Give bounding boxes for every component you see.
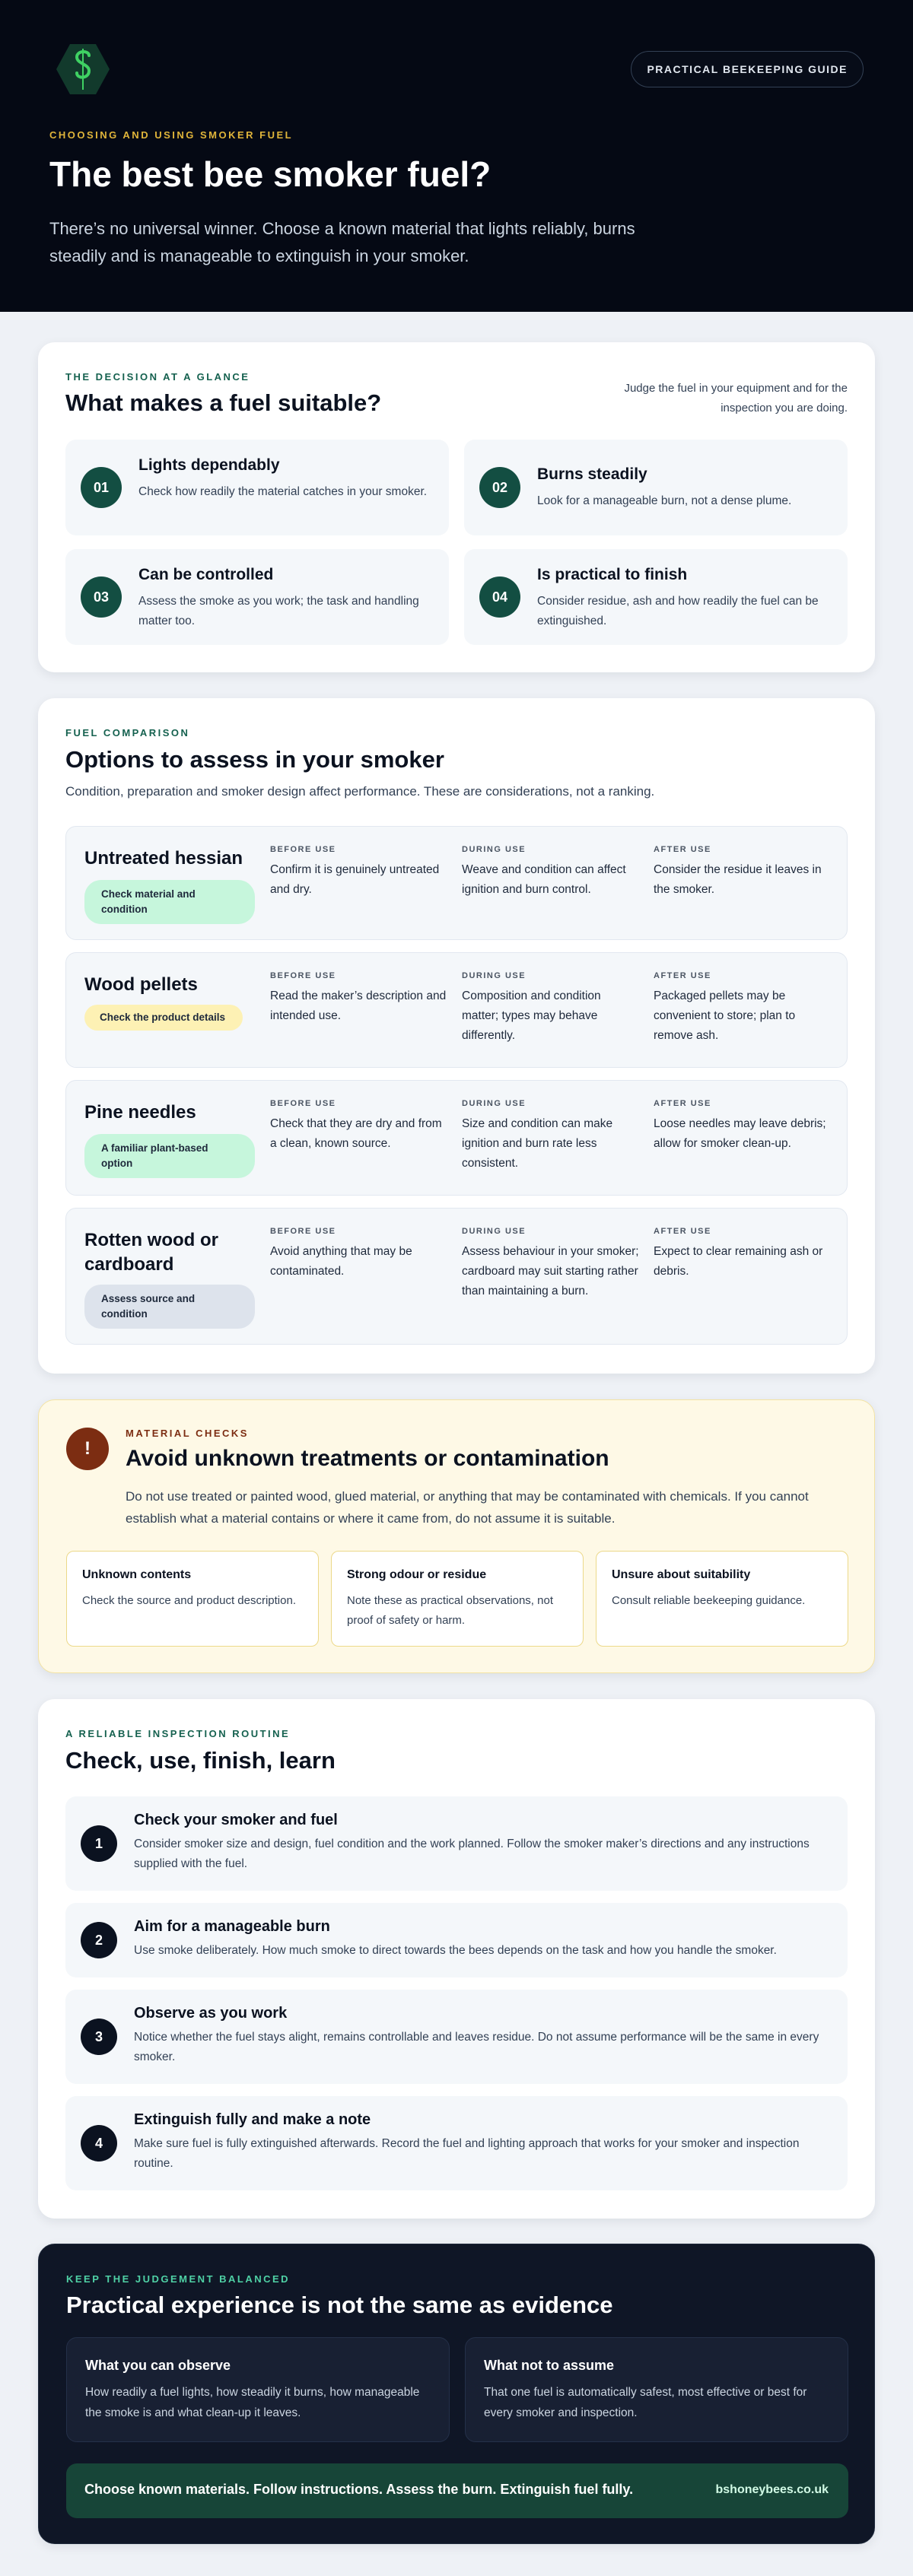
criterion-number: 04 [479, 577, 520, 618]
fuel-name: Untreated hessian [84, 848, 243, 869]
decision-side-note: Judge the fuel in your equipment and for the inspection you are doing. [624, 382, 848, 415]
criterion-title: Is practical to finish [537, 566, 688, 583]
balanced-judgement-section [38, 2244, 875, 2544]
site-link[interactable]: bshoneybees.co.uk [715, 2483, 829, 2496]
check-description: Note these as practical observations, not proof of safety or harm. [347, 1594, 553, 1627]
routine-eyebrow: A RELIABLE INSPECTION ROUTINE [65, 1728, 291, 1739]
criterion-title: Lights dependably [138, 456, 280, 474]
column-label: AFTER USE [654, 971, 711, 980]
column-label: BEFORE USE [270, 1227, 336, 1236]
before-use-text: Check that they are dry and from a clean, known source. [270, 1117, 442, 1150]
hero-header [0, 0, 913, 312]
check-card [66, 1551, 319, 1647]
during-use-text: Composition and condition matter; types may behave differently. [462, 989, 601, 1042]
after-use-text: Packaged pellets may be convenient to store; plan to remove ash. [654, 989, 796, 1042]
criterion-number: 03 [81, 577, 122, 618]
balance-title: Practical experience is not the same as evidence [66, 2292, 613, 2318]
checks-eyebrow: MATERIAL CHECKS [126, 1428, 249, 1439]
check-title: Unsure about suitability [612, 1568, 751, 1581]
step-description: Use smoke deliberately. How much smoke to direct towards the bees depends on the task and how you handle the smoker. [134, 1944, 777, 1957]
material-checks-section [38, 1399, 875, 1673]
fuel-row [65, 952, 848, 1068]
check-card [331, 1551, 584, 1647]
criterion-card [464, 440, 848, 535]
check-title: Strong odour or residue [347, 1568, 487, 1581]
column-label: DURING USE [462, 845, 526, 854]
column-label: AFTER USE [654, 1227, 711, 1236]
criterion-number: 01 [81, 467, 122, 508]
before-use-text: Confirm it is genuinely untreated and dry. [270, 863, 440, 896]
comparison-title: Options to assess in your smoker [65, 746, 444, 773]
criterion-description: Consider residue, ash and how readily the fuel can be extinguished. [537, 595, 819, 627]
before-use-column [270, 1099, 448, 1154]
observe-card [66, 2337, 450, 2442]
criterion-card [65, 440, 449, 535]
before-use-text: Avoid anything that may be contaminated. [270, 1245, 412, 1278]
criterion-description: Assess the smoke as you work; the task and handling matter too. [138, 595, 419, 627]
before-use-column [270, 971, 448, 1026]
column-label: BEFORE USE [270, 845, 336, 854]
criterion-card [464, 549, 848, 645]
routine-step [65, 1796, 848, 1891]
routine-step [65, 1903, 848, 1977]
after-use-column [654, 845, 832, 900]
fuel-tag-badge: A familiar plant-based option [84, 1134, 255, 1178]
before-use-column [270, 1227, 448, 1282]
during-use-text: Assess behaviour in your smoker; cardboard may suit starting rather than maintaining a burn. [462, 1245, 639, 1298]
fuel-row [65, 826, 848, 940]
check-description: Check the source and product description. [82, 1594, 296, 1607]
assume-description: That one fuel is automatically safest, most effective or best for every smoker and inspection. [484, 2386, 807, 2419]
fuel-tag-badge: Assess source and condition [84, 1285, 255, 1329]
inspection-routine-section [38, 1699, 875, 2219]
bee-hexagon-logo-icon [53, 40, 113, 99]
checks-title: Avoid unknown treatments or contamination [126, 1446, 609, 1471]
routine-title: Check, use, finish, learn [65, 1747, 336, 1774]
decision-section [38, 342, 875, 672]
comparison-lead: Condition, preparation and smoker design affect performance. These are considerations, not a ranking. [65, 784, 655, 799]
after-use-text: Loose needles may leave debris; allow for smoker clean-up. [654, 1117, 826, 1150]
before-use-column [270, 845, 448, 900]
criterion-title: Can be controlled [138, 566, 274, 583]
before-use-text: Read the maker’s description and intended use. [270, 989, 447, 1022]
criterion-description: Check how readily the material catches in your smoker. [138, 485, 428, 498]
step-title: Observe as you work [134, 2005, 288, 2022]
step-title: Aim for a manageable burn [134, 1918, 330, 1935]
during-use-column [462, 1099, 640, 1174]
criterion-title: Burns steadily [537, 465, 647, 483]
routine-step [65, 2096, 848, 2190]
observe-description: How readily a fuel lights, how steadily it burns, how manageable the smoke is and what clean-up it leaves. [85, 2386, 420, 2419]
hero-eyebrow: CHOOSING AND USING SMOKER FUEL [49, 129, 294, 141]
fuel-name: Rotten wood or cardboard [84, 1230, 218, 1275]
fuel-row [65, 1208, 848, 1345]
fuel-name: Wood pellets [84, 974, 198, 995]
step-number: 2 [81, 1922, 117, 1958]
assume-title: What not to assume [484, 2358, 615, 2373]
assume-card [465, 2337, 848, 2442]
checks-text: Do not use treated or painted wood, glued material, or anything that may be contaminated with chemicals. If you cannot establish what a material contains or where it came from, do not assume it is suitable. [126, 1489, 809, 1526]
during-use-column [462, 845, 640, 900]
after-use-column [654, 1227, 832, 1282]
during-use-text: Size and condition can make ignition and burn rate less consistent. [462, 1117, 613, 1170]
summary-banner [66, 2463, 848, 2518]
decision-eyebrow: THE DECISION AT A GLANCE [65, 371, 250, 383]
criterion-description: Look for a manageable burn, not a dense plume. [537, 494, 792, 507]
check-card [596, 1551, 848, 1647]
during-use-text: Weave and condition can affect ignition and burn control. [462, 863, 626, 896]
criterion-card [65, 549, 449, 645]
column-label: DURING USE [462, 971, 526, 980]
column-label: BEFORE USE [270, 1099, 336, 1108]
after-use-text: Expect to clear remaining ash or debris. [654, 1245, 823, 1278]
hero-subtitle: There’s no universal winner. Choose a known material that lights reliably, burns steadily and is manageable to extinguish in your smoker. [49, 219, 635, 265]
column-label: BEFORE USE [270, 971, 336, 980]
criterion-number: 02 [479, 467, 520, 508]
fuel-name: Pine needles [84, 1102, 196, 1123]
check-description: Consult reliable beekeeping guidance. [612, 1594, 806, 1607]
fuel-comparison-section [38, 698, 875, 1374]
check-title: Unknown contents [82, 1568, 192, 1581]
column-label: AFTER USE [654, 845, 711, 854]
during-use-column [462, 1227, 640, 1301]
step-number: 1 [81, 1825, 117, 1862]
step-number: 3 [81, 2019, 117, 2055]
summary-banner-text: Choose known materials. Follow instructions. Assess the burn. Extinguish fuel fully. [84, 2482, 634, 2497]
page-title: The best bee smoker fuel? [49, 154, 491, 194]
step-title: Check your smoker and fuel [134, 1812, 338, 1828]
comparison-eyebrow: FUEL COMPARISON [65, 727, 190, 738]
during-use-column [462, 971, 640, 1046]
decision-title: What makes a fuel suitable? [65, 389, 382, 416]
step-number: 4 [81, 2125, 117, 2161]
column-label: AFTER USE [654, 1099, 711, 1108]
after-use-text: Consider the residue it leaves in the smoker. [654, 863, 822, 896]
fuel-tag-badge: Check material and condition [84, 880, 255, 924]
balance-eyebrow: KEEP THE JUDGEMENT BALANCED [66, 2273, 291, 2285]
step-title: Extinguish fully and make a note [134, 2111, 371, 2128]
fuel-row [65, 1080, 848, 1196]
after-use-column [654, 1099, 832, 1154]
step-description: Make sure fuel is fully extinguished afterwards. Record the fuel and lighting approach that works for your smoker and inspection routine. [134, 2137, 800, 2170]
after-use-column [654, 971, 832, 1046]
observe-title: What you can observe [85, 2358, 231, 2373]
routine-step [65, 1990, 848, 2084]
step-description: Notice whether the fuel stays alight, remains controllable and leaves residue. Do not assume performance will be the same in every smoker. [134, 2031, 819, 2063]
column-label: DURING USE [462, 1099, 526, 1108]
column-label: DURING USE [462, 1227, 526, 1236]
fuel-tag-badge: Check the product details [84, 1005, 243, 1031]
step-description: Consider smoker size and design, fuel condition and the work planned. Follow the smoker maker’s directions and any instructions supplied with the fuel. [134, 1838, 810, 1870]
guide-label-badge[interactable]: PRACTICAL BEEKEEPING GUIDE [631, 51, 864, 87]
warning-exclamation-icon: ! [66, 1428, 109, 1470]
